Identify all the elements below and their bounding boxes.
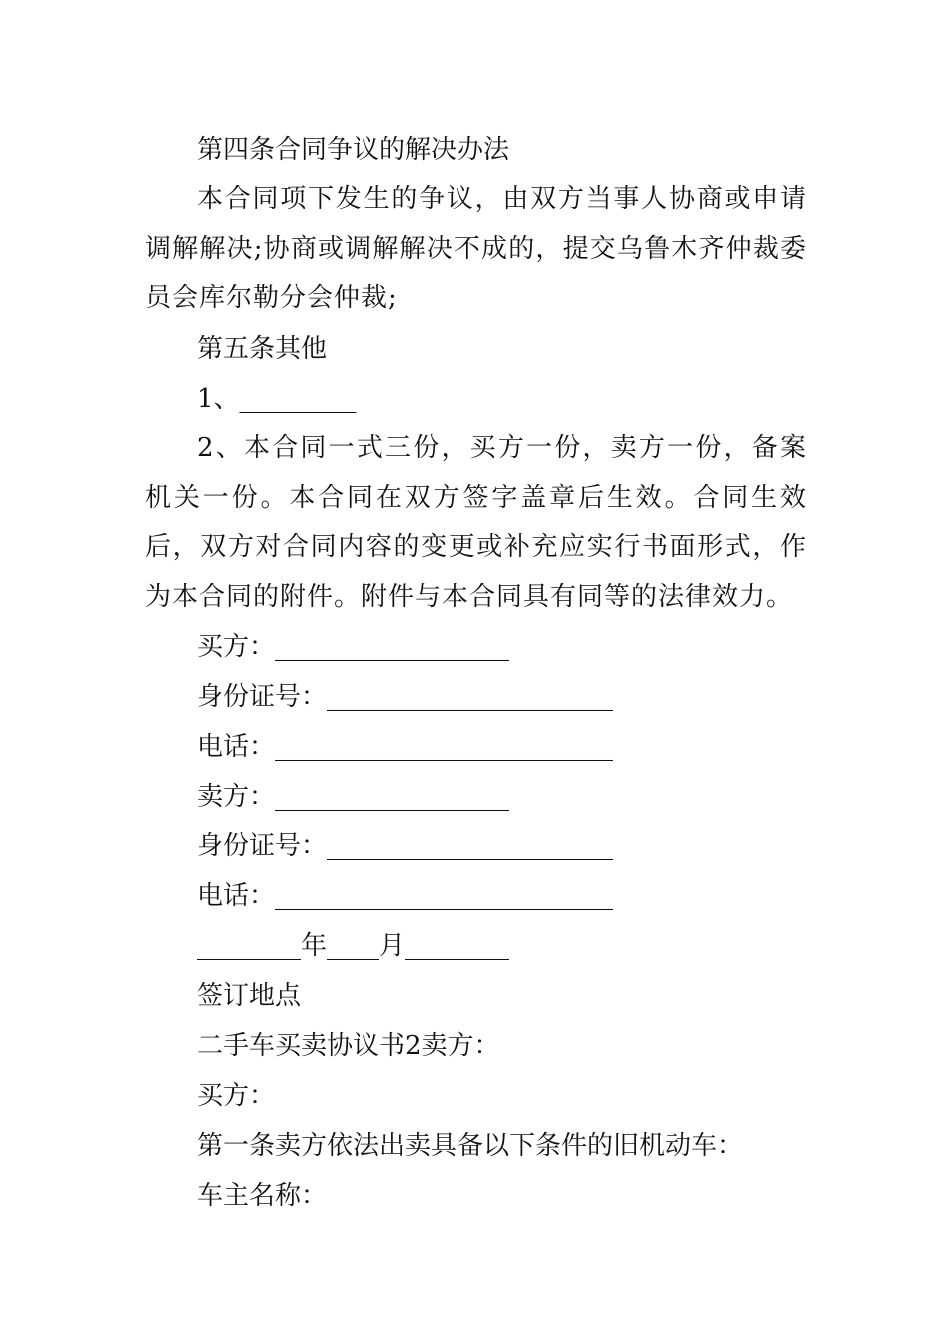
buyer-phone-line: 电话：__________________________ <box>197 732 614 762</box>
second-agreement-buyer: 买方： <box>197 1081 276 1111</box>
seller-phone-line: 电话：__________________________ <box>197 881 614 911</box>
owner-name-label: 车主名称： <box>197 1181 328 1211</box>
clause-2: 2、本合同一式三份，买方一份，卖方一份，备案机关一份。本合同在双方签字盖章后生效。合同生效后，双方对合同内容的变更或补充应实行书面形式，作为本合同的附件。附件与本合同具有同等的法律效力。 <box>145 433 807 612</box>
date-line: ________年____月________ <box>197 931 510 961</box>
article-5-heading: 第五条其他 <box>197 334 328 364</box>
second-agreement-article-1: 第一条卖方依法出卖具备以下条件的旧机动车： <box>197 1131 744 1161</box>
seller-signature-line: 卖方：__________________ <box>197 782 510 812</box>
signing-place: 签订地点 <box>197 981 302 1011</box>
buyer-signature-line: 买方：__________________ <box>197 632 510 662</box>
clause-1: 1、_________ <box>197 384 357 414</box>
article-4-heading: 第四条合同争议的解决办法 <box>197 135 510 165</box>
article-4-body: 本合同项下发生的争议，由双方当事人协商或申请调解解决;协商或调解解决不成的，提交乌鲁木齐仲裁委员会库尔勒分会仲裁; <box>145 184 807 313</box>
second-agreement-title: 二手车买卖协议书2卖方： <box>197 1031 500 1061</box>
buyer-id-number-line: 身份证号：______________________ <box>197 682 614 712</box>
seller-id-number-line: 身份证号：______________________ <box>197 831 614 861</box>
